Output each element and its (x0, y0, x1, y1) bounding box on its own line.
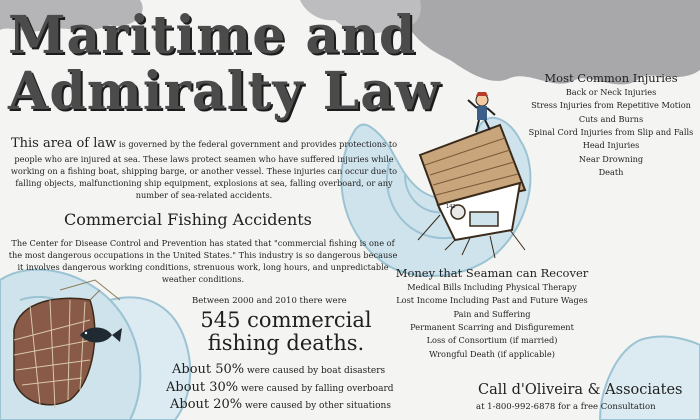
recover-section (392, 265, 592, 361)
deaths-headline-line1: 545 commercial (200, 308, 372, 332)
list-item: Pain and Suffering (453, 308, 531, 319)
cta-line2: at 1-800-992-6878 for a free Consultation (476, 402, 656, 412)
cause-pct: About 30% (166, 380, 239, 395)
list-item: Head Injuries (582, 140, 640, 151)
recover-heading: Money that Seaman can Recover (395, 266, 589, 280)
cause-text: were caused by falling overboard (238, 384, 394, 394)
boat-number: 142 (446, 204, 456, 210)
list-item: Lost Income Including Past and Future Wages (396, 295, 588, 306)
intro-paragraph (8, 135, 400, 201)
list-item: Back or Neck Injuries (565, 87, 657, 98)
cause-pct: About 50% (172, 362, 245, 377)
list-item: Medical Bills Including Physical Therapy (407, 282, 577, 293)
list-item: Near Drowning (578, 153, 644, 164)
page-title-line2: Admiralty Law (8, 61, 441, 122)
cta-line1: Call d'Oliveira & Associates (478, 382, 683, 398)
deaths-headline-line2: fishing deaths. (207, 331, 365, 355)
list-item: Spinal Cord Injuries from Slip and Falls (528, 126, 694, 137)
list-item: Stress Injuries from Repetitive Motion (531, 100, 691, 111)
injuries-heading: Most Common Injuries (544, 71, 678, 85)
list-item: Loss of Consortium (if married) (426, 335, 558, 346)
list-item: Cuts and Burns (578, 113, 644, 124)
list-item: Death (598, 166, 624, 177)
recover-list (392, 281, 592, 361)
cause-text: were caused by other situations (242, 401, 391, 411)
cause-row (170, 395, 391, 415)
fishing-heading: Commercial Fishing Accidents (64, 210, 312, 229)
deaths-intro: Between 2000 and 2010 there were (192, 296, 347, 306)
injuries-list (526, 86, 696, 179)
list-item: Wrongful Death (if applicable) (429, 348, 555, 359)
cause-text: were caused by boat disasters (244, 366, 386, 376)
list-item: Permanent Scarring and Disfigurement (410, 321, 574, 332)
injuries-section (526, 70, 696, 179)
page-title-line1: Maritime and (8, 5, 417, 66)
intro-body: is governed by the federal government and provides protections to people who are injured at sea. These laws protect seamen who have suffered injuries while working on a fishing boat, shipping barge, or another vessel. These injuries can occur due to falling objects, malfunctioning ship equipment, explosions at sea, falling overboard, or any number of sea-related accidents. (10, 139, 398, 200)
intro-lead: This area of law (10, 136, 117, 151)
fishing-paragraph: The Center for Disease Control and Prevention has stated that "commercial fishing is one of the most dangerous occupations in the United States." This industry is so dangerous because it involves dangerous working conditions, strenuous work, long hours, and unpredictable weather conditions. (8, 238, 398, 284)
cause-row (172, 360, 385, 380)
cause-pct: About 20% (170, 397, 243, 412)
